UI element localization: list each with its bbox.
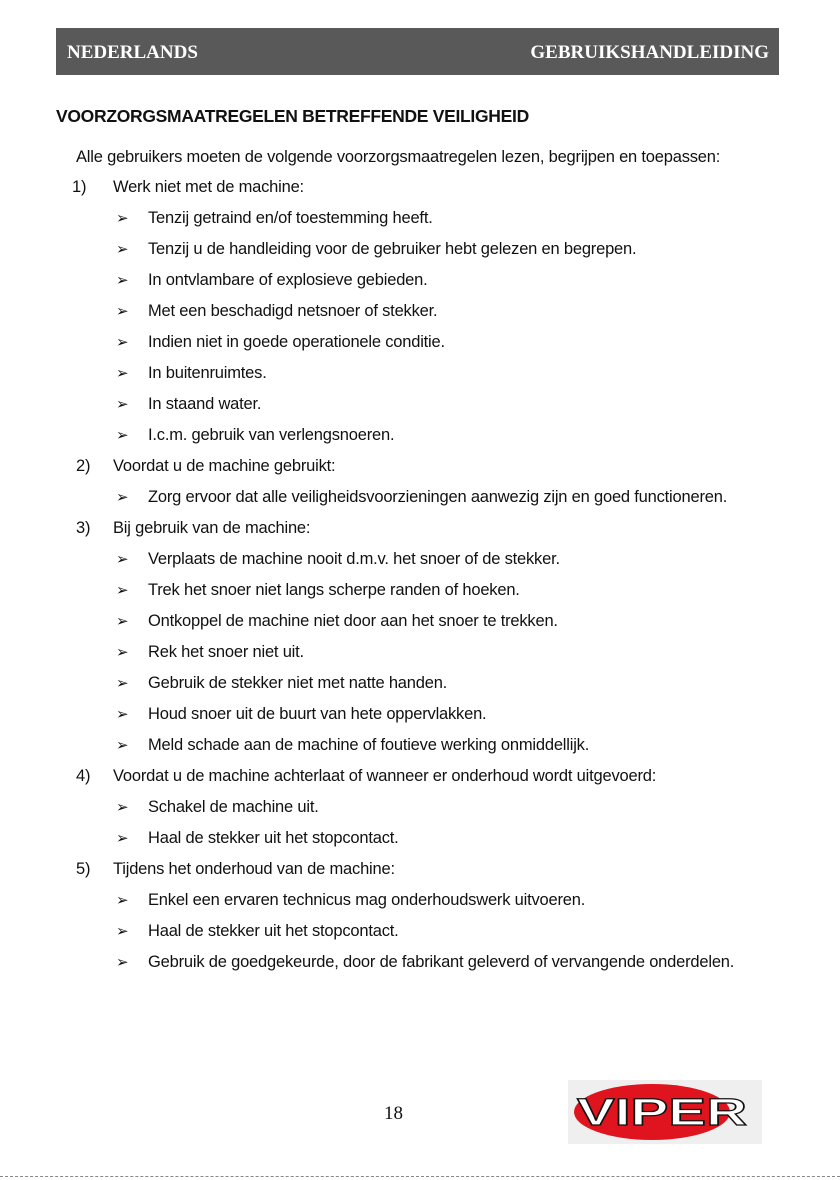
bullet-text: Zorg ervoor dat alle veiligheidsvoorzieningen aanwezig zijn en goed functioneren. (148, 488, 728, 506)
bullet-arrow-icon: ➢ (116, 892, 129, 909)
bullet-arrow-icon: ➢ (116, 830, 129, 847)
header-language: NEDERLANDS (67, 42, 198, 63)
bullet-arrow-icon: ➢ (116, 613, 129, 630)
bullet-arrow-icon: ➢ (116, 334, 129, 351)
bullet-arrow-icon: ➢ (116, 675, 129, 692)
bullet-arrow-icon: ➢ (116, 737, 129, 754)
list-item-text: Voordat u de machine gebruikt: (113, 457, 336, 475)
bullet-arrow-icon: ➢ (116, 427, 129, 444)
bullet-text: Haal de stekker uit het stopcontact. (148, 829, 399, 847)
bullet-arrow-icon: ➢ (116, 644, 129, 661)
bullet-text: Gebruik de stekker niet met natte handen. (148, 674, 448, 692)
svg-text:VIPER: VIPER (577, 1092, 747, 1134)
bullet-text: Enkel een ervaren technicus mag onderhoudswerk uitvoeren. (148, 891, 586, 909)
bullet-text: Ontkoppel de machine niet door aan het snoer te trekken. (148, 612, 558, 630)
list-item-number: 2) (76, 457, 91, 475)
page-number: 18 (384, 1103, 403, 1124)
bullet-text: Tenzij getraind en/of toestemming heeft. (148, 209, 433, 227)
bullet-text: Houd snoer uit de buurt van hete oppervlakken. (148, 705, 487, 723)
bullet-text: Meld schade aan de machine of foutieve werking onmiddellijk. (148, 736, 590, 754)
list-item-number: 5) (76, 860, 91, 878)
bullet-arrow-icon: ➢ (116, 272, 129, 289)
bullet-text: Met een beschadigd netsnoer of stekker. (148, 302, 438, 320)
bullet-arrow-icon: ➢ (116, 365, 129, 382)
list-item-text: Tijdens het onderhoud van de machine: (113, 860, 395, 878)
viper-logo (568, 1080, 762, 1144)
list-item-number: 1) (72, 178, 87, 196)
bullet-arrow-icon: ➢ (116, 210, 129, 227)
bullet-text: In staand water. (148, 395, 262, 413)
bullet-text: Trek het snoer niet langs scherpe randen of hoeken. (148, 581, 520, 599)
header-manual-title: GEBRUIKSHANDLEIDING (530, 42, 769, 63)
bullet-text: Rek het snoer niet uit. (148, 643, 304, 661)
bullet-arrow-icon: ➢ (116, 303, 129, 320)
bullet-text: I.c.m. gebruik van verlengsnoeren. (148, 426, 395, 444)
list-item-text: Bij gebruik van de machine: (113, 519, 311, 537)
bullet-arrow-icon: ➢ (116, 582, 129, 599)
list-item-text: Voordat u de machine achterlaat of wanneer er onderhoud wordt uitgevoerd: (113, 767, 657, 785)
bullet-text: In buitenruimtes. (148, 364, 267, 382)
intro-text: Alle gebruikers moeten de volgende voorzorgsmaatregelen lezen, begrijpen en toepassen: (76, 148, 721, 166)
list-item-number: 3) (76, 519, 91, 537)
bullet-arrow-icon: ➢ (116, 241, 129, 258)
bullet-arrow-icon: ➢ (116, 551, 129, 568)
bullet-text: Haal de stekker uit het stopcontact. (148, 922, 399, 940)
bullet-arrow-icon: ➢ (116, 923, 129, 940)
section-title: VOORZORGSMAATREGELEN BETREFFENDE VEILIGHEID (56, 106, 529, 126)
bullet-arrow-icon: ➢ (116, 799, 129, 816)
bullet-arrow-icon: ➢ (116, 489, 129, 506)
bullet-text: Indien niet in goede operationele conditie. (148, 333, 445, 351)
bullet-text: Schakel de machine uit. (148, 798, 319, 816)
viper-logo-graphic (568, 1080, 762, 1144)
bullet-arrow-icon: ➢ (116, 396, 129, 413)
list-item-number: 4) (76, 767, 91, 785)
bullet-text: In ontvlambare of explosieve gebieden. (148, 271, 428, 289)
bullet-text: Verplaats de machine nooit d.m.v. het snoer of de stekker. (148, 550, 560, 568)
footer-dashed-rule (0, 1176, 840, 1177)
bullet-arrow-icon: ➢ (116, 706, 129, 723)
bullet-text: Gebruik de goedgekeurde, door de fabrikant geleverd of vervangende onderdelen. (148, 953, 735, 971)
list-item-text: Werk niet met de machine: (113, 178, 304, 196)
bullet-text: Tenzij u de handleiding voor de gebruiker hebt gelezen en begrepen. (148, 240, 637, 258)
bullet-arrow-icon: ➢ (116, 954, 129, 971)
